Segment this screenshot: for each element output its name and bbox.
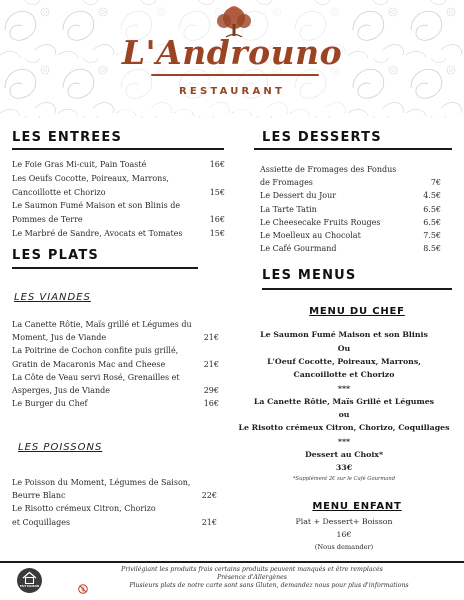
menu-item-price: 16€: [209, 160, 225, 169]
restaurant-name: L'Androuno: [121, 33, 343, 72]
menu-item-price: 8.5€: [423, 244, 441, 254]
menu-item-price: 16€: [209, 215, 225, 225]
menu-chef-price: 33€: [335, 463, 353, 472]
menu-item-name: La Poitrine de Cochon confite puis grillé,: [12, 346, 179, 356]
footer-line-3: Plusieurs plats de notre carte sont sans Gluten, demandez nous pour plus d'informations: [129, 582, 409, 589]
plats-rule: [12, 267, 198, 269]
menu-item-name: et Coquillages: [12, 517, 71, 527]
menu-item-name: La Côte de Veau servi Rosé, Grenailles et: [12, 372, 180, 382]
menu-item-name: Assiette de Fromages des Fondus: [260, 165, 397, 174]
menu-item-name: Gratin de Macaronis Mac and Cheese: [12, 359, 166, 369]
menu-chef-line: Ou: [337, 344, 351, 353]
header: [0, 0, 464, 118]
menu-item-name: La Tarte Tatin: [260, 204, 317, 214]
menu-item-price: 29€: [203, 386, 219, 395]
desserts-title: LES DESSERTS: [262, 130, 382, 145]
menu-item-price: 16€: [203, 399, 219, 409]
restaurant-subtitle: RESTAURANT: [179, 86, 285, 97]
menu-chef-separator: ***: [337, 437, 351, 446]
menu-item-price: 6.5€: [423, 217, 441, 227]
menu-item-price: 7.5€: [423, 231, 441, 240]
menu-item-name: Le Café Gourmand: [260, 244, 337, 254]
plats-title: LES PLATS: [12, 248, 99, 263]
menu-item-name: Le Burger du Chef: [12, 399, 88, 409]
menu-chef-note: *Supplément 2€ sur le Café Gourmand: [292, 476, 396, 482]
menu-chef-line: L'Oeuf Cocotte, Poireaux, Marrons,: [267, 357, 421, 366]
menu-chef-line: Le Risotto crémeux Citron, Chorizo, Coquillages: [238, 423, 450, 432]
menu-item-name: Le Marbré de Sandre, Avocats et Tomates: [12, 229, 183, 238]
menu-item-price: 4.5€: [423, 191, 441, 201]
menu-item-name: Asperges, Jus de Viande: [12, 386, 110, 395]
menu-chef-line: Cancoillotte et Chorizo: [293, 370, 395, 379]
menu-item-name: Le Moelleux au Chocolat: [260, 231, 361, 240]
menu-item-price: 15€: [209, 229, 225, 238]
menu-item-name: de Fromages: [260, 178, 313, 188]
menu-enfant-note: (Nous demander): [314, 543, 374, 551]
entrees-rule: [12, 148, 224, 150]
menu-item-name: Le Dessert du Jour: [260, 191, 337, 201]
menu-item-price: 6.5€: [423, 204, 441, 214]
entrees-title: LES ENTREES: [12, 130, 123, 145]
footer-rule: [0, 561, 464, 563]
badge-label: FAIT MAISON: [20, 585, 39, 588]
menu-item-name: Beurre Blanc: [12, 491, 66, 501]
menu-item-price: 15€: [209, 187, 225, 197]
menus-title: LES MENUS: [262, 268, 357, 283]
menu-item-name: Le Poisson du Moment, Légumes de Saison,: [12, 478, 191, 487]
menu-item-name: Le Risotto crémeux Citron, Chorizo: [12, 504, 156, 514]
menu-item-name: Le Cheesecake Fruits Rouges: [260, 217, 381, 227]
logo-underline: [151, 74, 319, 76]
menu-item-name: Le Foie Gras Mi-cuit, Pain Toasté: [12, 160, 147, 169]
menu-item-name: Moment, Jus de Viande: [12, 333, 107, 343]
menu-enfant-price: 16€: [336, 530, 352, 539]
viandes-subtitle: LES VIANDES: [14, 292, 91, 303]
menu-item-name: Les Oeufs Cocotte, Poireaux, Marrons,: [12, 173, 169, 183]
menu-item-price: 21€: [201, 517, 217, 527]
menu-item-name: Cancoillotte et Chorizo: [12, 187, 106, 197]
menu-chef-line: Le Saumon Fumé Maison et son Blinis: [260, 330, 428, 339]
menu-chef-title: MENU DU CHEF: [309, 306, 405, 317]
menu-chef-line: Dessert au Choix*: [304, 450, 384, 459]
menu-item-price: 21€: [203, 359, 219, 369]
menu-item-name: Le Saumon Fumé Maison et son Blinis de: [12, 201, 181, 211]
menu-item-price: 22€: [201, 491, 217, 501]
menu-item-price: 21€: [203, 333, 219, 343]
menu-item-name: Pommes de Terre: [12, 215, 83, 225]
menu-item-name: La Canette Rôtie, Maïs grillé et Légumes du: [12, 320, 192, 329]
menu-item-price: 7€: [430, 178, 441, 188]
footer-line-1: Privilégiant les produits frais certains produits peuvent manqués et être remplacés: [121, 566, 383, 573]
footer-line-2: Présence d'Allergènes: [217, 574, 287, 581]
menu-chef-separator: ***: [337, 384, 351, 393]
menu-enfant-title: MENU ENFANT: [312, 501, 402, 512]
menus-rule: [262, 288, 452, 290]
menu-chef-line: La Canette Rôtie, Maïs Grillé et Légumes: [253, 397, 435, 406]
poissons-subtitle: LES POISSONS: [18, 442, 103, 453]
menu-chef-line: ou: [338, 410, 350, 419]
menu-enfant-content: Plat + Dessert+ Boisson: [295, 517, 393, 526]
house-badge-icon: [22, 571, 37, 584]
fait-maison-badge: [17, 568, 42, 593]
desserts-rule: [254, 148, 452, 150]
